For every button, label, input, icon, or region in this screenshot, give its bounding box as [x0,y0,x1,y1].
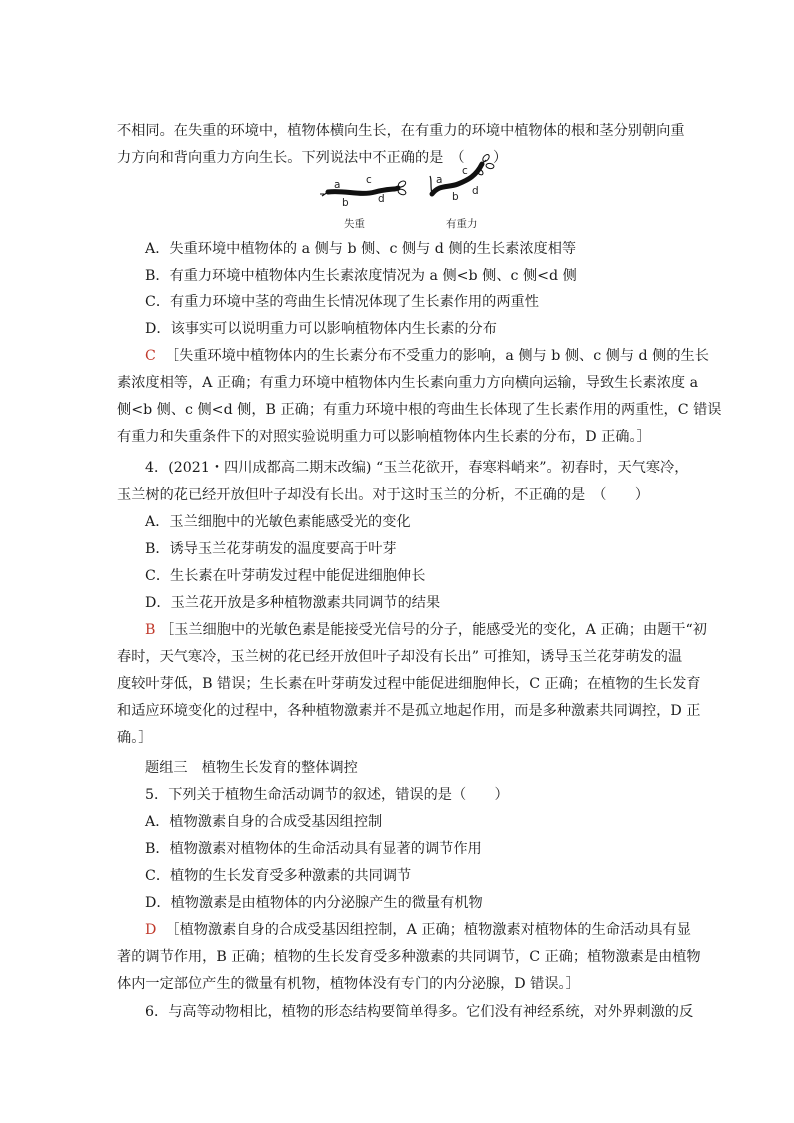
explanation-line: 确。］ [117,730,153,746]
label-d-left: d [378,193,385,205]
answer-letter: B [145,622,156,638]
explanation-line: 体内一定部位产生的微量有机物，植物体没有专门的内分泌腺，D 错误。］ [117,976,580,992]
answer-letter: C [145,348,156,364]
explanation-line: 和适应环境变化的过程中，各种植物激素并不是孤立地起作用，而是多种激素共同调控，D 正 [117,703,701,719]
label-c-right: c [462,165,468,177]
question-4-line: 玉兰树的花已经开放但叶子却没有长出。对于这时玉兰的分析，不正确的是 （ ） [117,487,650,503]
weightless-plant [320,180,407,196]
option-d: D．植物激素是由植物体的内分泌腺产生的微量有机物 [145,895,483,911]
question-5-line: 5．下列关于植物生命活动调节的叙述，错误的是（ ） [145,787,509,803]
label-a-left: a [334,179,341,191]
option-c: C．植物的生长发育受多种激素的共同调节 [145,868,412,884]
explanation-line: B ［玉兰细胞中的光敏色素是能接受光信号的分子，能感受光的变化，A 正确；由题干“初 [145,622,707,638]
option-a: A．玉兰细胞中的光敏色素能感受光的变化 [145,514,411,530]
option-d: D．玉兰花开放是多种植物激素共同调节的结果 [145,595,441,611]
explanation-line: 侧<b 侧、c 侧<d 侧，B 正确；有重力环境中根的弯曲生长体现了生长素作用的两重性，C 错误 [117,402,722,418]
explanation-line: 春时，天气寒冷，玉兰树的花已经开放但叶子却没有长出” 可推知，诱导玉兰花芽萌发的温 [117,649,683,665]
option-a: A．植物激素自身的合成受基因组控制 [145,814,383,830]
explanation-line: D ［植物激素自身的合成受基因组控制，A 正确；植物激素对植物体的生命活动具有显 [145,922,691,938]
caption-gravity: 有重力 [446,218,478,230]
option-c: C．生长素在叶芽萌发过程中能促进细胞伸长 [145,568,426,584]
answer-letter: D [145,922,157,938]
option-d: D．该事实可以说明重力可以影响植物体内生长素的分布 [145,321,497,337]
option-a: A．失重环境中植物体的 a 侧与 b 侧、c 侧与 d 侧的生长素浓度相等 [145,241,577,257]
label-c-left: c [366,174,372,186]
question-6-line: 6．与高等动物相比，植物的形态结构要简单得多。它们没有神经系统，对外界刺激的反 [145,1004,694,1020]
label-b-left: b [342,197,349,209]
text-line: 力方向和背向重力方向生长。下列说法中不正确的是 （ ） [117,150,508,166]
option-c: C．有重力环境中茎的弯曲生长情况体现了生长素作用的两重性 [145,294,539,310]
option-b: B．植物激素对植物体的生命活动具有显著的调节作用 [145,841,482,857]
explanation-line: 有重力和失重条件下的对照实验说明重力可以影响植物体内生长素的分布，D 正确。］ [117,429,651,445]
explanation-line: 度较叶芽低，B 错误；生长素在叶芽萌发过程中能促进细胞伸长，C 正确；在植物的生长发育 [117,676,701,692]
gravity-plant-figure [320,150,500,234]
explanation-line: 著的调节作用，B 正确；植物的生长发育受多种激素的共同调节，C 正确；植物激素是由植物 [117,949,701,965]
figure-svg [320,150,500,234]
explanation-line: 素浓度相等，A 正确；有重力环境中植物体内生长素向重力方向横向运输，导致生长素浓度 a [117,375,699,391]
label-a-right: a [436,174,443,186]
text-line: 不相同。在失重的环境中，植物体横向生长，在有重力的环境中植物体的根和茎分别朝向重 [117,123,685,139]
option-b: B．诱导玉兰花芽萌发的温度要高于叶芽 [145,541,397,557]
label-d-right: d [472,185,479,197]
option-b: B．有重力环境中植物体内生长素浓度情况为 a 侧<b 侧、c 侧<d 侧 [145,268,577,284]
explanation-line: C ［失重环境中植物体内的生长素分布不受重力的影响，a 侧与 b 侧、c 侧与 d 侧的生长 [145,348,709,364]
question-4-line: 4．(2021・四川成都高二期末改编) “玉兰花欲开，春寒料峭来”。初春时，天气寒冷， [145,460,689,476]
caption-weightless: 失重 [344,218,365,230]
section-heading: 题组三 植物生长发育的整体调控 [145,760,358,776]
label-b-right: b [452,191,459,203]
